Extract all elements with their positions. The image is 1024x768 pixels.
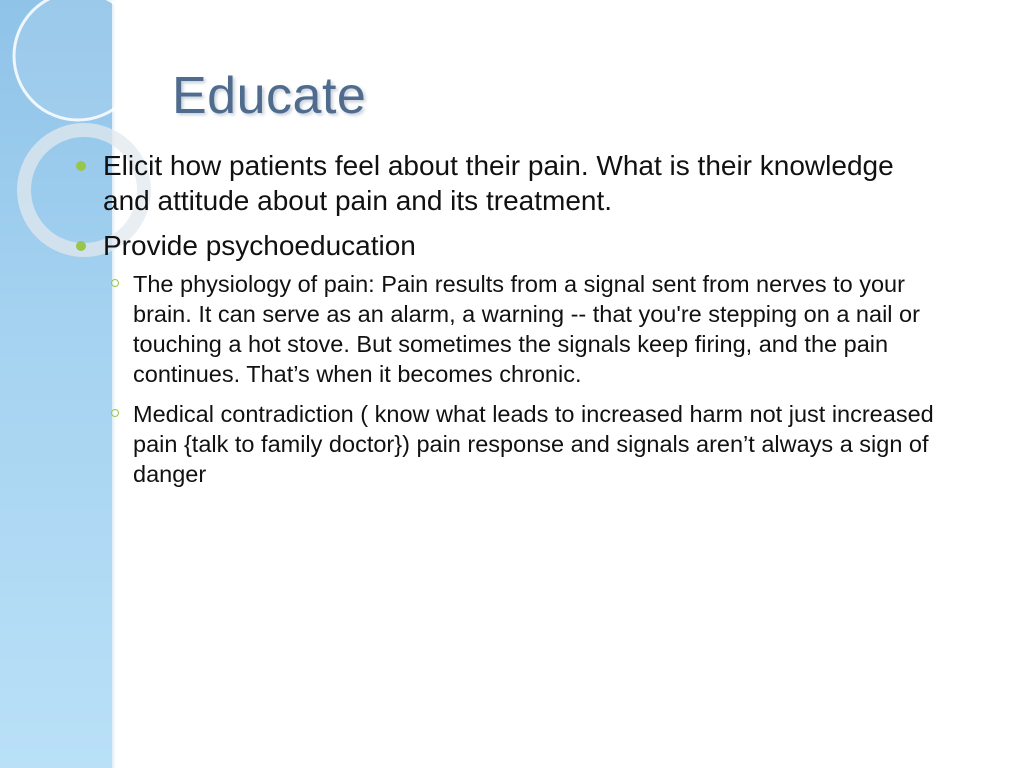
bullet-dot-icon [76, 241, 86, 251]
bullet-item [103, 228, 943, 263]
sub-bullet-item [133, 399, 965, 489]
bullet-item [103, 148, 943, 218]
slide-content [0, 148, 1024, 499]
sub-bullet-ring-icon [111, 279, 119, 287]
bullet-dot-icon [76, 161, 86, 171]
sub-bullet-text: The physiology of pain: Pain results from a signal sent from nerves to your brain. It can serve as an alarm, a warning -- that you're stepping on a nail or touching a hot stove. But sometimes the signals keep firing, and the pain continues. That’s when it becomes chronic. [133, 271, 920, 387]
slide-title: Educate [172, 67, 367, 125]
sub-bullet-item [133, 269, 965, 389]
bullet-text: Provide psychoeducation [103, 230, 416, 261]
decorative-ring-large [14, 0, 142, 120]
sub-bullet-list [0, 269, 1024, 489]
sub-bullet-ring-icon [111, 409, 119, 417]
bullet-text: Elicit how patients feel about their pain. What is their knowledge and attitude about pain and its treatment. [103, 150, 894, 216]
sub-bullet-text: Medical contradiction ( know what leads to increased harm not just increased pain {talk to family doctor}) pain response and signals aren’t always a sign of danger [133, 401, 934, 487]
